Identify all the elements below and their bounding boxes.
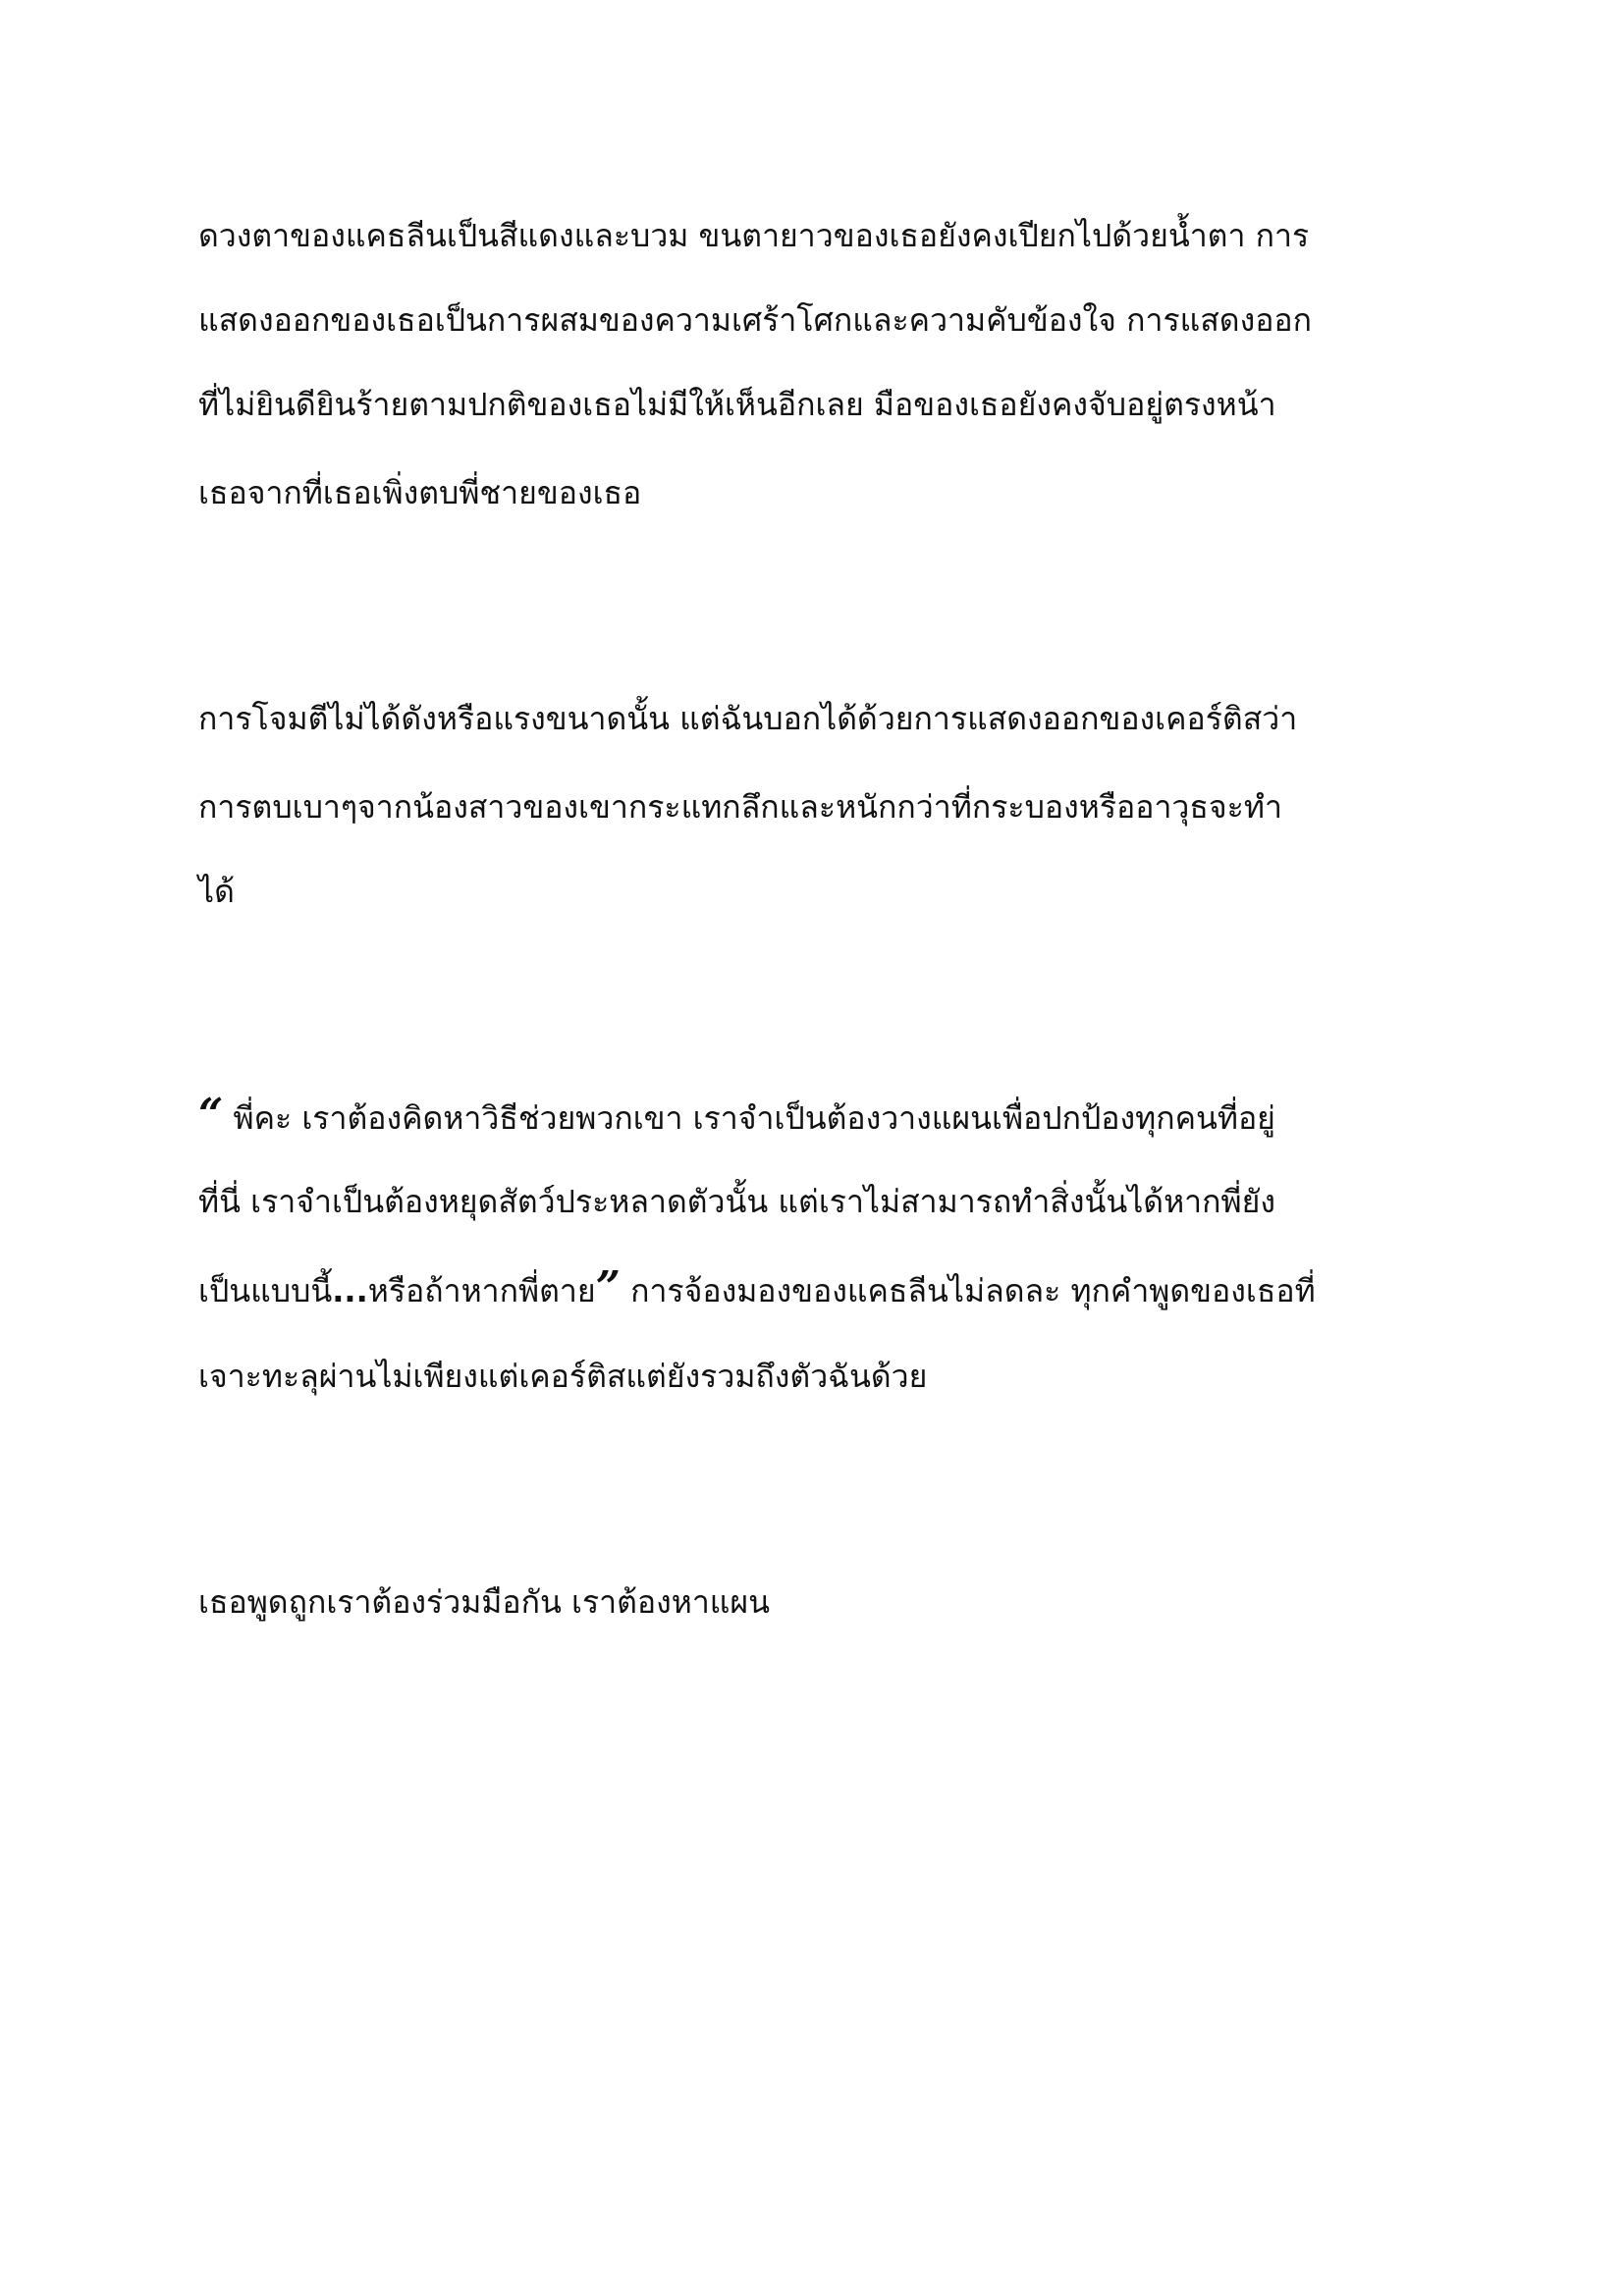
dialogue-text-3b: หรือถ้าหากพี่ตาย — [367, 1272, 596, 1309]
paragraph-4-line-1: เธอพูดถูกเราต้องร่วมมือกัน เราต้องหาแผน — [198, 1583, 771, 1621]
paragraph-1-line-1: ดวงตาของแคธลีนเป็นสีแดงและบวม ขนตายาวของเธอยังคงเปียกไปด้วยน้ำตา การ — [198, 217, 1310, 254]
paragraph-3-line-2: ที่นี่ เราจำเป็นต้องหยุดสัตว์ประหลาดตัวนั้น แต่เราไม่สามารถทำสิ่งนั้นได้หากพี่ยัง — [198, 1183, 1275, 1220]
dialogue-text-1: พี่คะ เราต้องคิดหาวิธีช่วยพวกเขา เราจำเป็นต้องวางแผนเพื่อปกป้องทุกคนที่อยู่ — [223, 1099, 1275, 1137]
opening-quote-mark: “ — [198, 1090, 224, 1140]
paragraph-2-line-2: การตบเบาๆจากน้องสาวของเขากระแทกลึกและหนักกว่าที่กระบองหรืออาวุธจะทำ — [198, 788, 1282, 826]
closing-quote-mark: ” — [595, 1262, 621, 1312]
paragraph-3-line-4: เจาะทะลุผ่านไม่เพียงแต่เคอร์ติสแต่ยังรวมถึงตัวฉันด้วย — [198, 1358, 928, 1395]
paragraph-3-line-1 — [198, 1090, 1275, 1140]
paragraph-2-line-1: การโจมตีไม่ได้ดังหรือแรงขนาดนั้น แต่ฉันบอกได้ด้วยการแสดงออกของเคอร์ติสว่า — [198, 700, 1298, 737]
ellipsis: ... — [332, 1272, 368, 1309]
paragraph-1-line-4: เธอจากที่เธอเพิ่งตบพี่ชายของเธอ — [198, 474, 642, 511]
paragraph-1-line-3: ที่ไม่ยินดียินร้ายตามปกติของเธอไม่มีให้เห็นอีกเลย มือของเธอยังคงจับอยู่ตรงหน้า — [198, 386, 1276, 423]
paragraph-2-line-3: ได้ — [198, 873, 235, 910]
paragraph-3-line-3 — [198, 1262, 1316, 1312]
narration-text-3c: การจ้องมองของแคธลีนไม่ลดละ ทุกคำพูดของเธอที่ — [620, 1272, 1316, 1309]
dialogue-text-3a: เป็นแบบนี้ — [198, 1272, 333, 1309]
paragraph-1-line-2: แสดงออกของเธอเป็นการผสมของความเศร้าโศกและความคับข้องใจ การแสดงออก — [198, 301, 1312, 339]
